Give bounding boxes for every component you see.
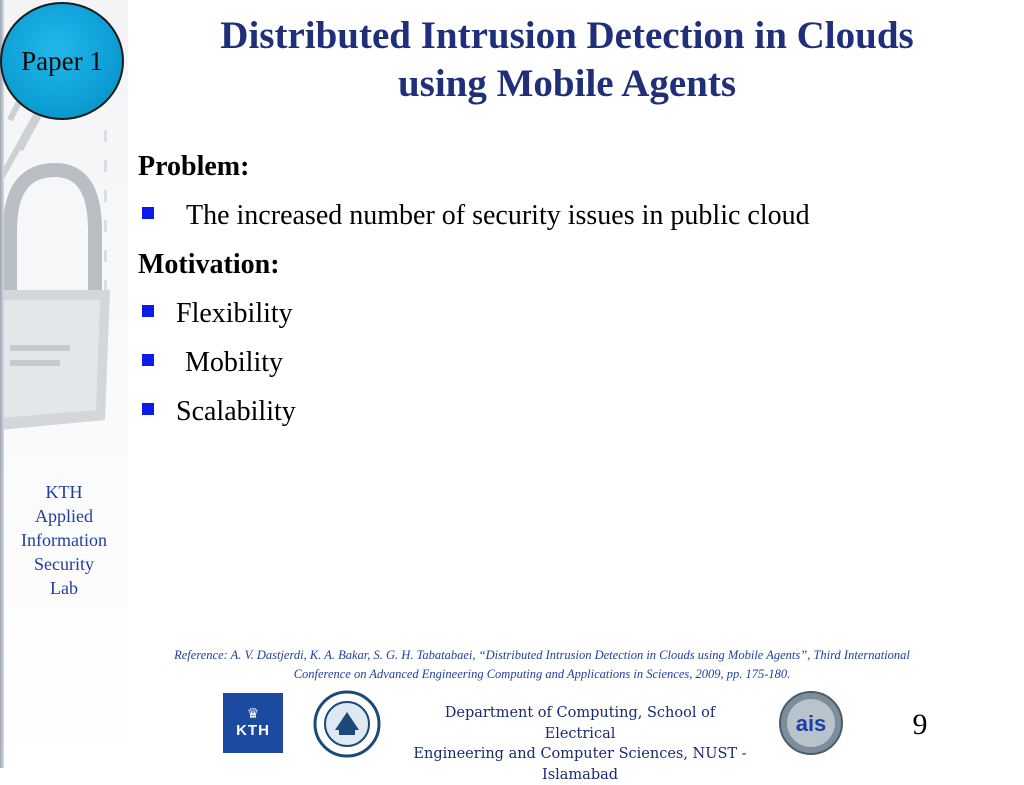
ais-logo-text: ais xyxy=(796,711,827,736)
paper-badge xyxy=(0,2,124,120)
reference-line-1: Reference: A. V. Dastjerdi, K. A. Bakar, S. G. H. Tabatabaei, “Distributed Intrusion Detection in Clouds using Mobile Agents”, Third International xyxy=(70,646,1014,665)
nust-seal-icon xyxy=(313,690,381,758)
reference-line-2: Conference on Advanced Engineering Computing and Applications in Sciences, 2009, pp. 175-180. xyxy=(70,665,1014,684)
ais-logo-icon xyxy=(778,690,844,756)
slide-title-line-2: using Mobile Agents xyxy=(140,60,994,108)
bullet-text: Flexibility xyxy=(176,289,293,338)
department-line: Engineering and Computer Sciences, NUST - xyxy=(412,744,748,765)
crown-icon: ♛ xyxy=(247,708,260,722)
lab-name-line: Security xyxy=(0,552,128,576)
paper-badge-label: Paper 1 xyxy=(21,46,103,77)
bullet-item xyxy=(138,191,998,240)
bullet-item xyxy=(138,289,998,338)
kth-logo-icon xyxy=(223,693,283,753)
motivation-heading: Motivation: xyxy=(138,240,998,289)
slide-title xyxy=(140,12,994,108)
square-bullet-icon xyxy=(142,305,154,317)
slide-number: 9 xyxy=(900,708,940,742)
department-line: Department of Computing, School of Electrical xyxy=(412,703,748,744)
department-info xyxy=(412,703,748,785)
department-line: Islamabad xyxy=(412,765,748,785)
slide-content xyxy=(138,142,998,436)
bullet-text: Scalability xyxy=(176,387,296,436)
square-bullet-icon xyxy=(142,207,154,219)
lab-name-line: KTH xyxy=(0,480,128,504)
bullet-item xyxy=(138,387,998,436)
sidebar-edge xyxy=(0,0,4,768)
bullet-text: The increased number of security issues in public cloud xyxy=(186,191,810,240)
kth-logo-text: KTH xyxy=(236,722,270,739)
bullet-item xyxy=(138,338,998,387)
lab-name xyxy=(0,480,128,600)
reference-citation xyxy=(70,646,1014,684)
square-bullet-icon xyxy=(142,354,154,366)
lab-name-line: Lab xyxy=(0,576,128,600)
lab-name-line: Information xyxy=(0,528,128,552)
square-bullet-icon xyxy=(142,403,154,415)
lab-name-line: Applied xyxy=(0,504,128,528)
bullet-text: Mobility xyxy=(185,338,283,387)
slide-title-line-1: Distributed Intrusion Detection in Clouds xyxy=(140,12,994,60)
problem-heading: Problem: xyxy=(138,142,998,191)
